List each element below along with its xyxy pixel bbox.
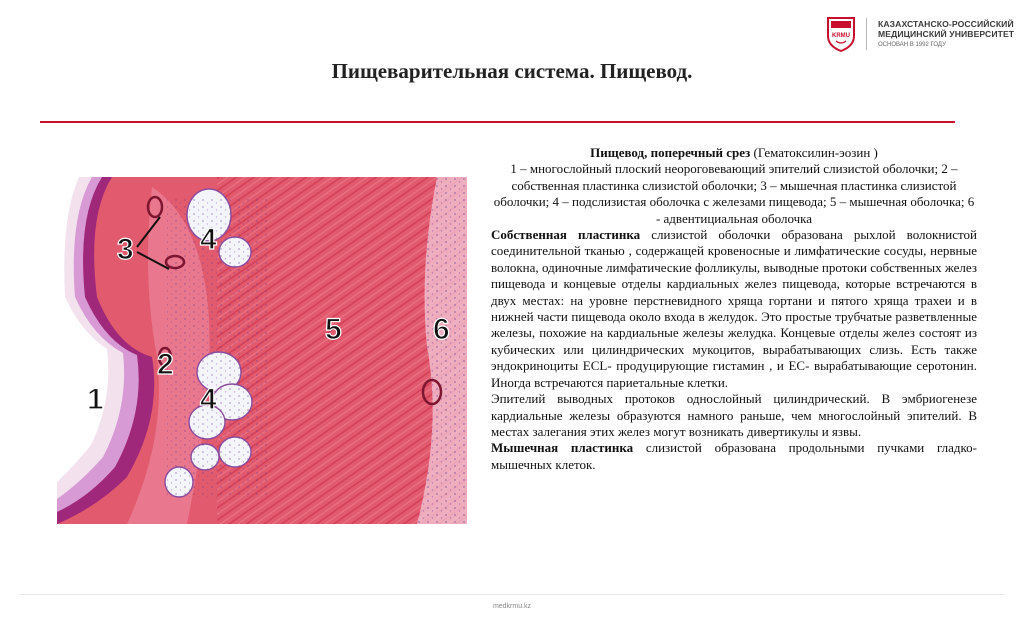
title-underline — [40, 121, 955, 123]
shield-logo-text: KRMU — [832, 33, 850, 39]
term-lamina-propria: Собственная пластинка — [491, 227, 641, 243]
label-3: 3 — [117, 233, 134, 266]
slide-title: Пищеварительная система. Пищевод. — [331, 59, 693, 83]
caption-legend: 1 – многослойный плоский неороговевающий эпителий слизистой оболочки; 2 – собственная пластинка слизистой оболочки; 3 – мышечная пластинка слизистой оболочки; 4 – подслизистая оболочка с железами пищевода; 5 – мышечная оболочка; 6 - адвентициальная оболочка — [493, 161, 975, 226]
label-6: 6 — [433, 313, 450, 346]
footer-url: medkrmu.kz — [492, 603, 532, 610]
text-muscularis-mucosae: слизистой образована продольными пучками гладко-мышечных клеток. — [491, 440, 977, 472]
footer-divider — [20, 594, 1004, 595]
label-4-lower: 4 — [200, 383, 217, 416]
caption-heading: Пищевод, поперечный срез — [590, 145, 751, 160]
logo-line-3: ОСНОВАН В 1992 ГОДУ — [878, 42, 946, 48]
shield-logo-icon — [826, 16, 856, 52]
text-lamina-propria: слизистой оболочки образована рыхлой волокнистой соединительной тканью , содержащей кровеносные и лимфатические сосуды, нервные волокна, одиночные лимфатические фолликулы, выводные протоки собственных желез пищевода и концевые отделы кардиальных желез пищевода, которые встречаются в двух местах: на уровне перстневидного хряща гортани и пятого хряща трахеи и в нижней части пищевода около входа в желудок. Это простые трубчатые разветвленные железы, похожие на кардиальные железы желудка. Концевые отделы желез состоят из кубических или цилиндрических мукоцитов, вырабатывающих слизь. Есть также эндокриноциты ECL- продуцирующие гистамин , и EC- вырабатывающие серотонин. Иногда встречаются париетальные клетки. — [491, 227, 977, 390]
logo-line-2: МЕДИЦИНСКИЙ УНИВЕРСИТЕТ — [878, 29, 1015, 39]
paragraph-muscularis-mucosae — [491, 440, 977, 473]
label-1: 1 — [87, 383, 104, 416]
logo-line-1: КАЗАХСТАНСКО-РОССИЙСКИЙ — [878, 19, 1014, 29]
figure-caption — [491, 145, 977, 227]
text-content — [491, 145, 977, 473]
paragraph-duct-epithelium: Эпителий выводных протоков однослойный цилиндрический. В эмбриогенезе кардиальные железы образуются намного раньше, чем многослойный эпителий. В местах залегания этих желез могут возникать дивертикулы и язвы. — [491, 391, 977, 439]
logo-text — [878, 19, 1024, 50]
label-2: 2 — [157, 348, 174, 381]
micrograph-figure — [57, 177, 467, 524]
label-4-upper: 4 — [200, 223, 217, 256]
micrograph-image — [57, 177, 467, 524]
label-5: 5 — [325, 313, 342, 346]
paragraph-lamina-propria — [491, 227, 977, 391]
term-muscularis-mucosae: Мышечная пластинка — [491, 440, 634, 456]
logo-divider — [866, 18, 867, 50]
caption-stain: (Гематоксилин-эозин ) — [750, 145, 878, 160]
